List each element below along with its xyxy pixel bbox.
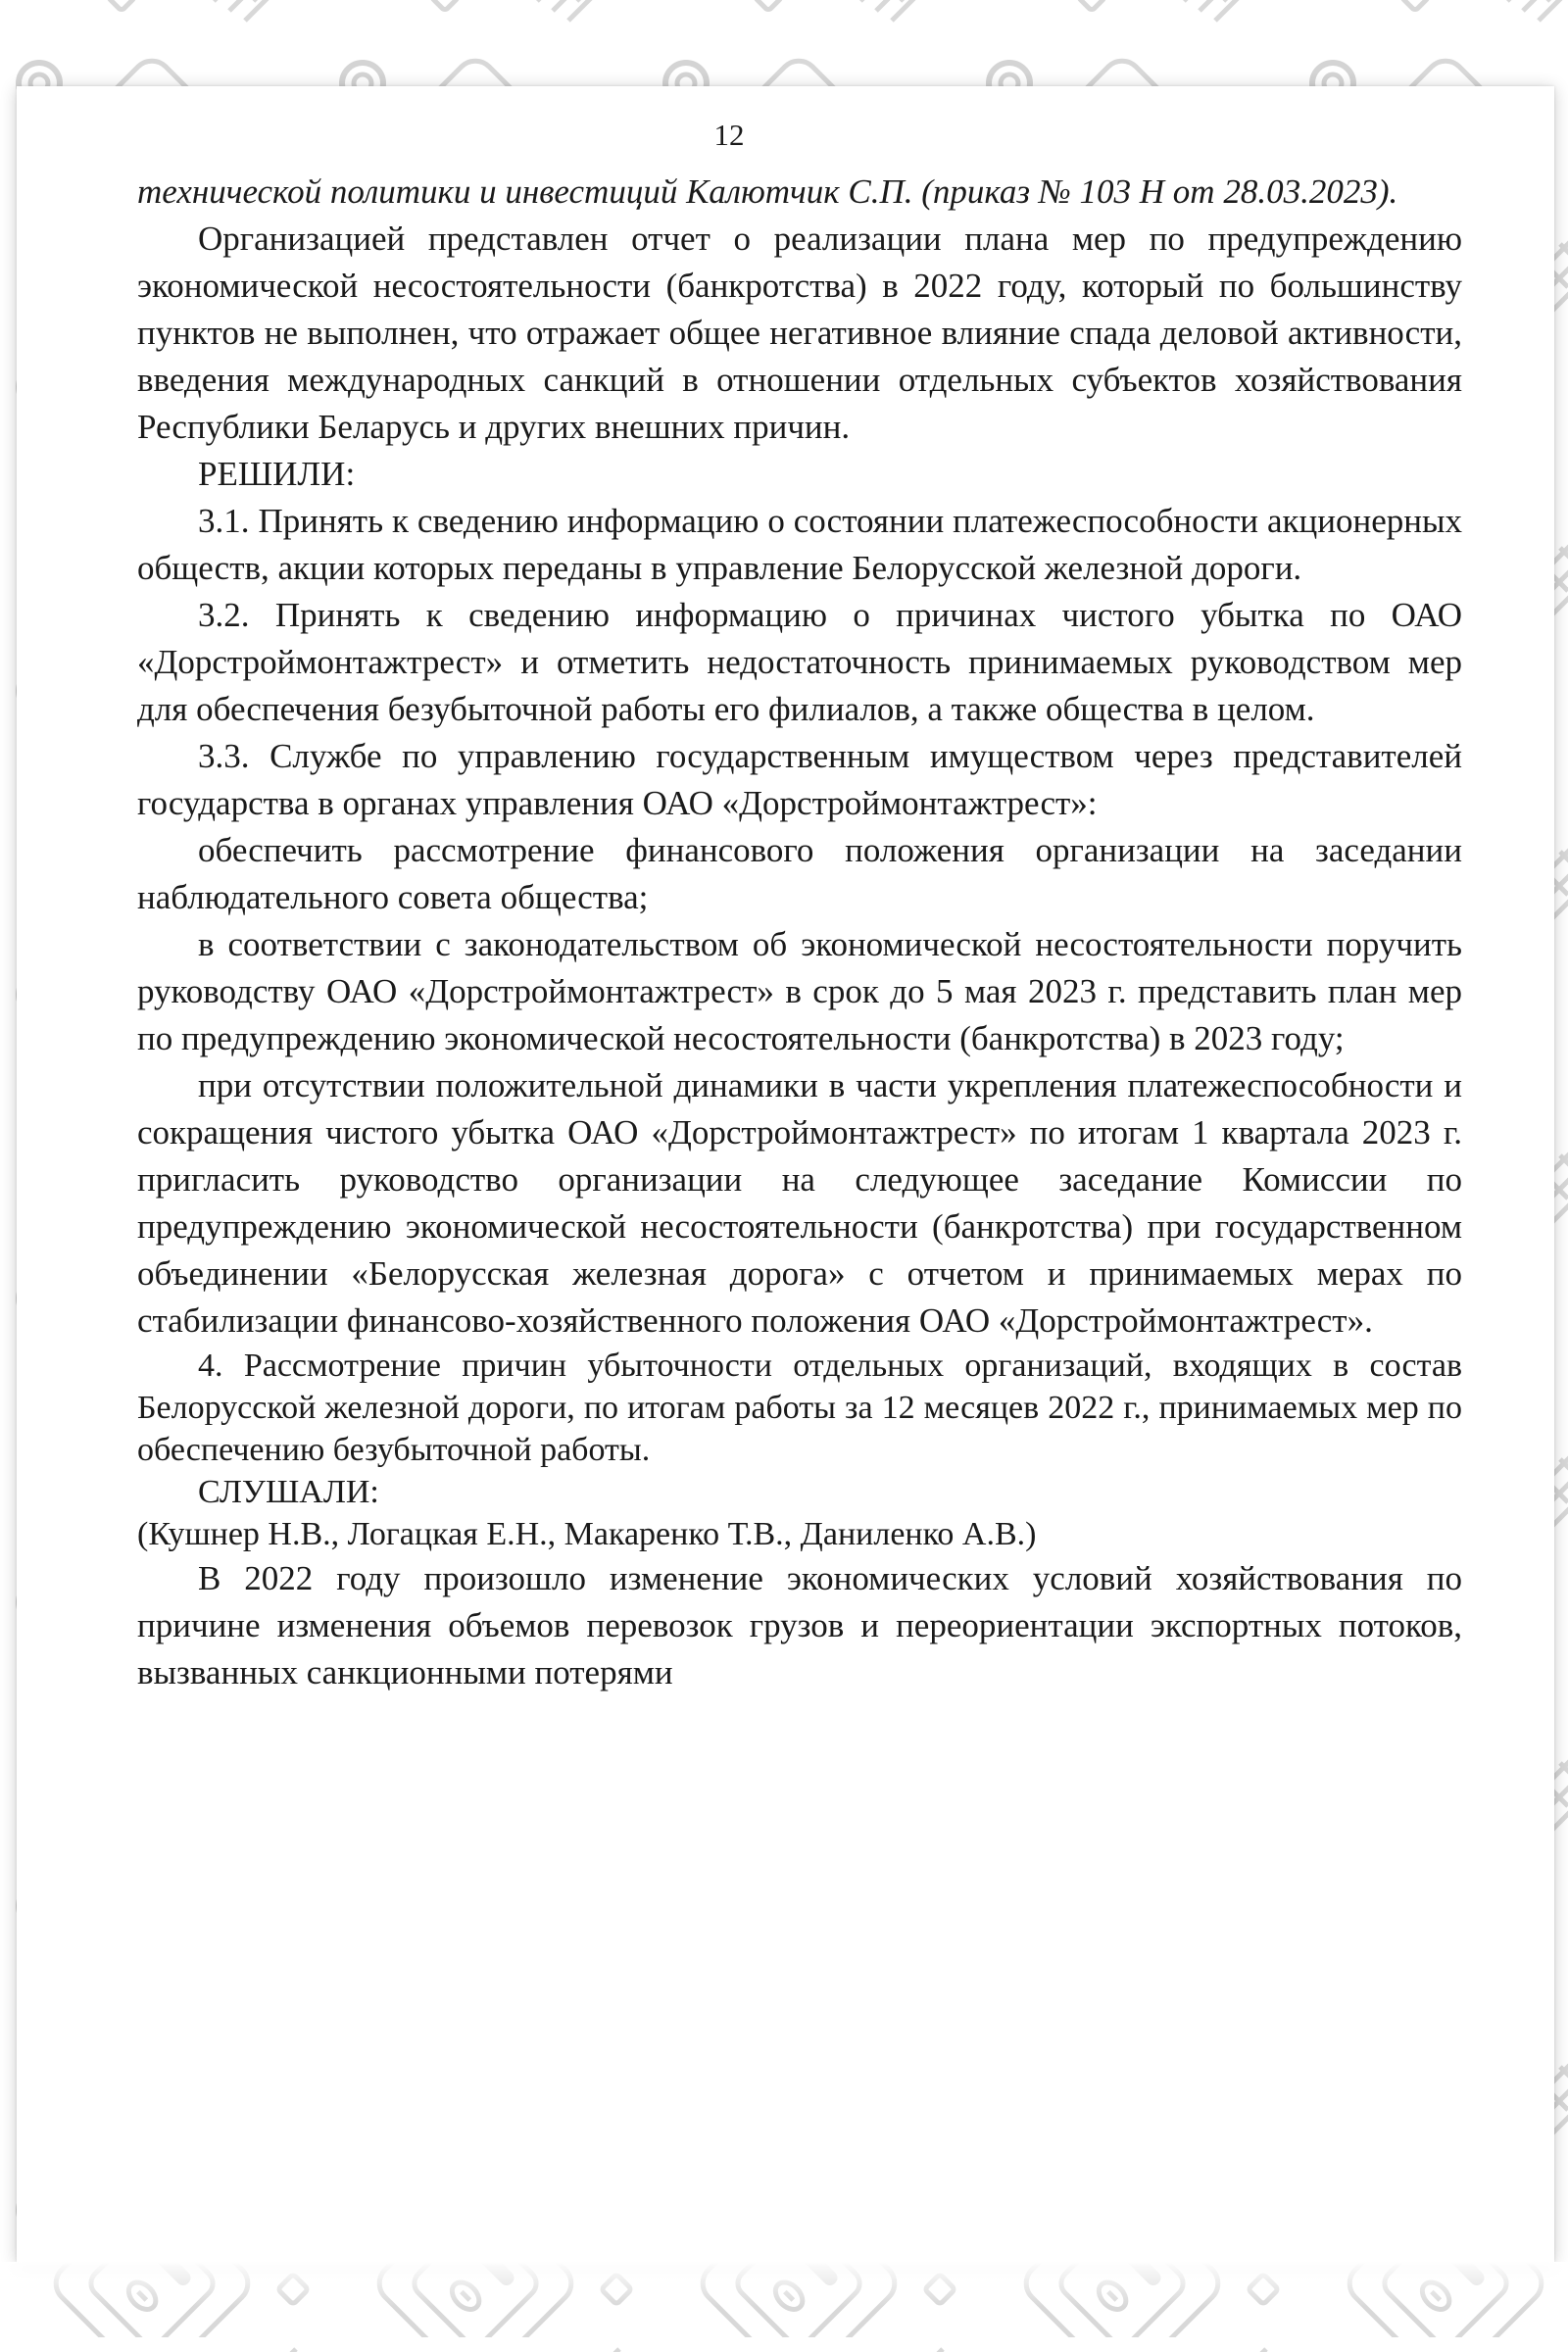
doc-paragraph-subitem-dynamics: при отсутствии положительной динамики в части укрепления платежеспособности и сокращения чистого убытка ОАО «Дорстроймонтажтрест» по итогам 1 квартала 2023 г. пригласить руководство организации на следующее заседание Комиссии по предупреждению экономической несостоятельности (банкротства) при государственном объединении «Белорусская железная дорога» с отчетом и принимаемых мерах по стабилизации финансово-хозяйственного положения ОАО «Дорстроймонтажтрест». — [137, 1066, 1462, 1340]
doc-paragraph-item-4: 4. Рассмотрение причин убыточности отдельных организаций, входящих в состав Белорусской железной дороги, по итогам работы за 12 месяцев 2022 г., принимаемых мер по обеспечению безубыточной работы. — [137, 1348, 1462, 1468]
document-page — [17, 86, 1554, 2262]
doc-paragraph-item-3-2: 3.2. Принять к сведению информацию о причинах чистого убытка по ОАО «Дорстроймонтажтрест» и отметить недостаточность принимаемых руководством мер для обеспечения безубыточной работы его филиалов, а также общества в целом. — [137, 596, 1462, 728]
doc-paragraph-2022-conditions: В 2022 году произошло изменение экономических условий хозяйствования по причине изменения объемов перевозок грузов и переориентации экспортных потоков, вызванных санкционными потерями — [137, 1559, 1462, 1691]
doc-paragraph-speakers: (Кушнер Н.В., Логацкая Е.Н., Макаренко Т.В., Даниленко А.В.) — [137, 1516, 1037, 1552]
document-text — [137, 116, 1462, 1696]
doc-paragraph-report: Организацией представлен отчет о реализации плана мер по предупреждению экономической несостоятельности (банкротства) в 2022 году, который по большинству пунктов не выполнен, что отражает общее негативное влияние спада деловой активности, введения международных санкций в отношении отдельных субъектов хозяйствования Республики Беларусь и других внешних причин. — [137, 220, 1462, 446]
section-heading-heard: СЛУШАЛИ: — [198, 1474, 379, 1510]
doc-paragraph-item-3-1: 3.1. Принять к сведению информацию о состоянии платежеспособности акционерных обществ, акции которых переданы в управление Белорусской железной дороги. — [137, 502, 1462, 587]
doc-paragraph-subitem-ensure: обеспечить рассмотрение финансового положения организации на заседании наблюдательного совета общества; — [137, 831, 1462, 916]
doc-paragraph-continuation: технической политики и инвестиций Калютчик С.П. (приказ № 103 Н от 28.03.2023). — [137, 172, 1398, 211]
section-heading-resolved: РЕШИЛИ: — [198, 455, 356, 493]
doc-paragraph-item-3-3: 3.3. Службе по управлению государственным имуществом через представителей государства в органах управления ОАО «Дорстроймонтажтрест»: — [137, 737, 1462, 822]
page-number: 12 — [713, 118, 745, 152]
doc-paragraph-subitem-legislation: в соответствии с законодательством об экономической несостоятельности поручить руководству ОАО «Дорстроймонтажтрест» в срок до 5 мая 2023 г. представить план мер по предупреждению экономической несостоятельности (банкротства) в 2023 году; — [137, 925, 1462, 1057]
